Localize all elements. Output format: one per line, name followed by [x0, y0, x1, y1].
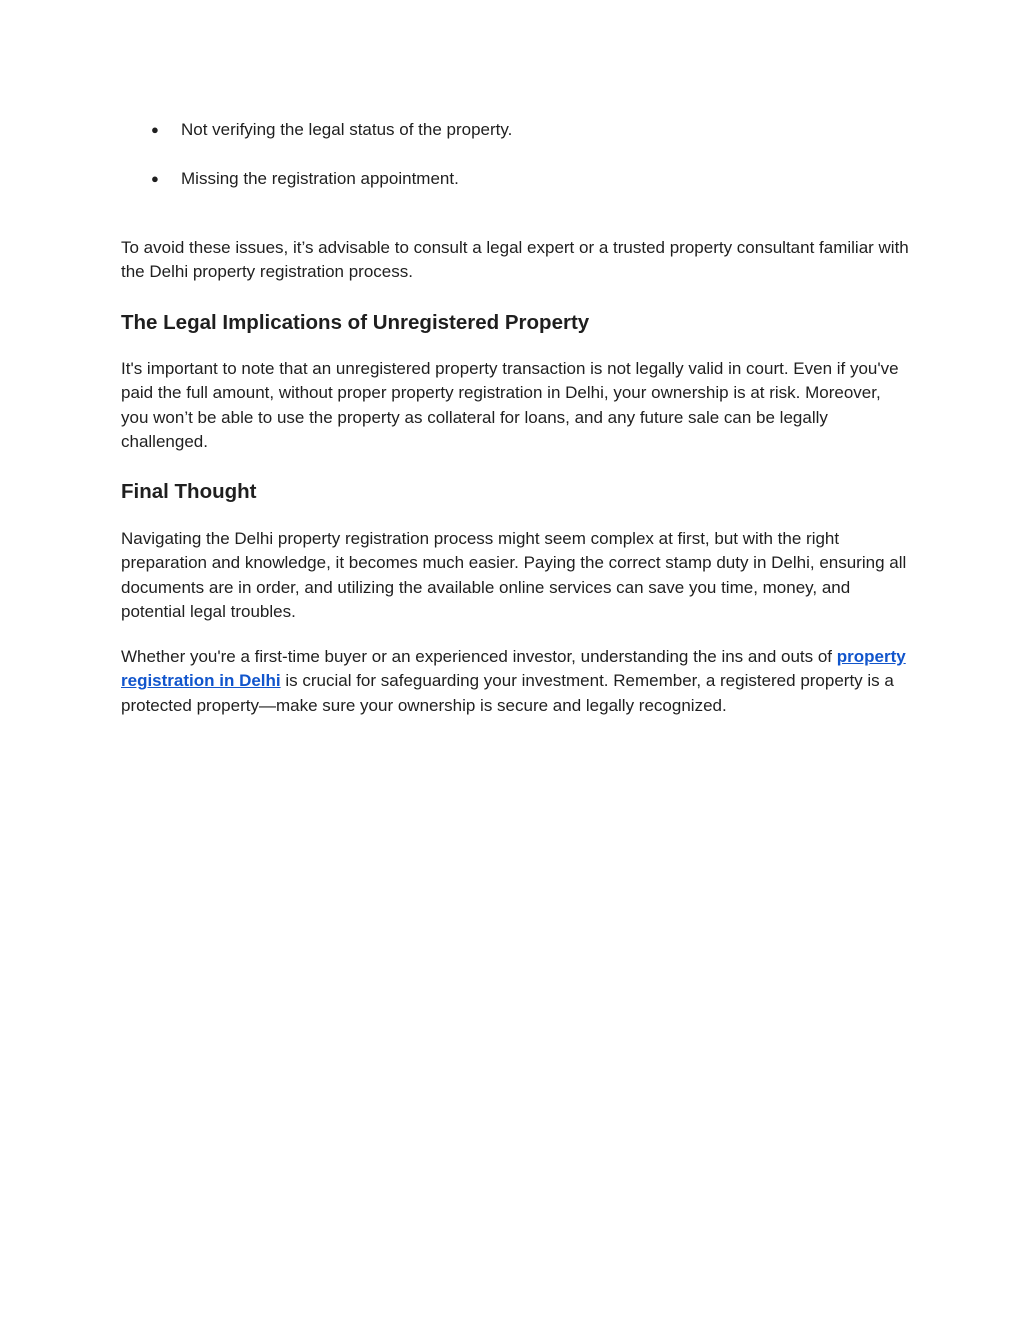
final-thought-heading: Final Thought [121, 480, 257, 503]
bullet-list [151, 118, 891, 216]
paragraph-text: Whether you're a first-time buyer or an experienced investor, understanding the ins and outs of [121, 647, 837, 666]
list-item [151, 118, 891, 142]
advice-paragraph: To avoid these issues, it’s advisable to consult a legal expert or a trusted property consultant familiar with the Delhi property registration process. [121, 238, 909, 282]
bullet-icon: ● [151, 122, 159, 137]
list-item-text: Not verifying the legal status of the property. [181, 120, 513, 139]
final-thought-paragraph-2 [121, 645, 911, 718]
legal-implications-heading: The Legal Implications of Unregistered Property [121, 311, 590, 334]
legal-implications-paragraph: It's important to note that an unregistered property transaction is not legally valid in court. Even if you've paid the full amount, without proper property registration in Delhi, your ownership is at risk. Moreover, you won’t be able to use the property as collateral for loans, and any future sale can be legally challenged. [121, 359, 899, 451]
list-item-text: Missing the registration appointment. [181, 169, 459, 188]
paragraph-text: is crucial for safeguarding your investment. Remember, a registered property is a protected property—make sure your ownership is secure and legally recognized. [121, 671, 894, 715]
final-thought-paragraph-1: Navigating the Delhi property registration process might seem complex at first, but with the right preparation and knowledge, it becomes much easier. Paying the correct stamp duty in Delhi, ensuring all documents are in order, and utilizing the available online services can save you time, money, and potential legal troubles. [121, 529, 907, 621]
bullet-icon: ● [151, 171, 159, 186]
list-item [151, 167, 891, 191]
property-registration-link[interactable]: property registration in Delhi [121, 647, 906, 691]
